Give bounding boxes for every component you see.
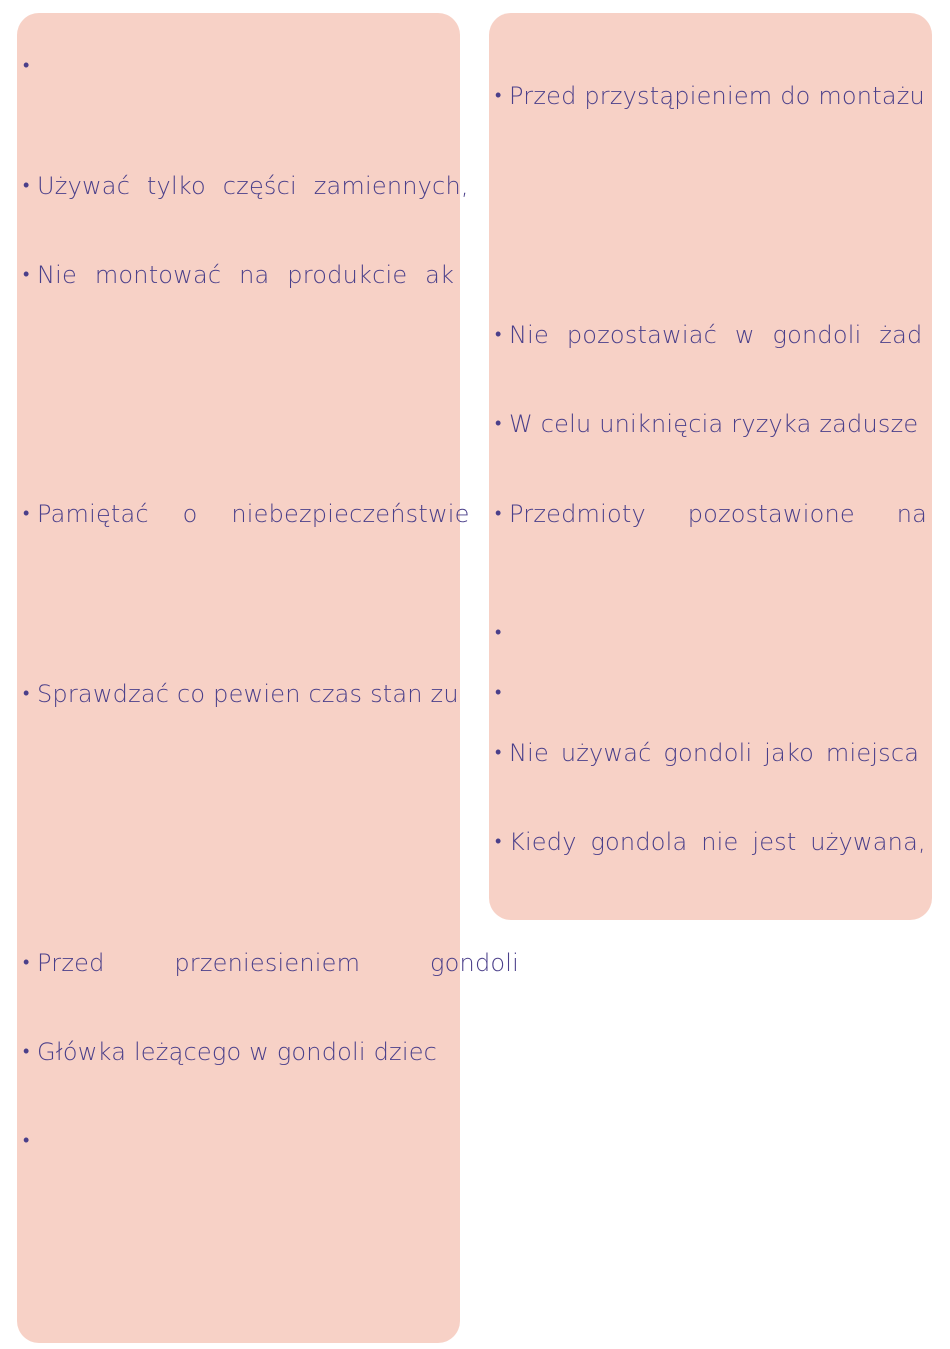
bullet: •	[23, 1130, 30, 1151]
list-item	[495, 496, 926, 532]
bullet: •	[23, 952, 30, 973]
list-item	[23, 1123, 454, 1159]
list-item	[23, 945, 519, 981]
bullet: •	[495, 682, 502, 703]
list-item	[23, 257, 454, 293]
list-item	[495, 735, 926, 771]
bullet: •	[495, 324, 502, 345]
item-text: Używać tylko części zamiennych,	[37, 172, 469, 200]
list-item	[495, 615, 926, 651]
bullet: •	[495, 831, 502, 852]
bullet: •	[23, 55, 30, 76]
item-text: Kiedy gondola nie jest używana,	[509, 828, 926, 856]
bullet: •	[23, 175, 30, 196]
list-item	[23, 496, 470, 532]
item-text: Przed przystąpieniem do montażu	[509, 82, 925, 110]
item-text: Przed przeniesieniem gondoli	[37, 949, 519, 977]
bullet: •	[23, 264, 30, 285]
bullet: •	[495, 742, 502, 763]
item-text: Sprawdzać co pewien czas stan zu	[37, 680, 459, 708]
list-item	[495, 675, 926, 711]
right-instructions-panel	[489, 13, 932, 920]
bullet: •	[23, 1041, 30, 1062]
list-item	[495, 78, 926, 114]
list-item	[23, 168, 469, 204]
item-text: Pamiętać o niebezpieczeństwie	[37, 500, 470, 528]
bullet: •	[23, 503, 30, 524]
bullet: •	[495, 413, 502, 434]
item-text: Nie pozostawiać w gondoli żad	[509, 321, 923, 349]
bullet: •	[23, 683, 30, 704]
list-item	[23, 48, 454, 84]
left-instructions-panel	[17, 13, 519, 1343]
list-item	[495, 317, 926, 353]
list-item	[495, 824, 926, 860]
item-text: W celu uniknięcia ryzyka zadusze	[509, 410, 919, 438]
bullet: •	[495, 622, 502, 643]
item-text: Główka leżącego w gondoli dziec	[37, 1038, 438, 1066]
list-item	[23, 676, 459, 712]
list-item	[495, 406, 926, 442]
item-text: Nie montować na produkcie ak	[37, 261, 455, 289]
item-text: Przedmioty pozostawione na	[509, 500, 928, 528]
item-text: Nie używać gondoli jako miejsca	[509, 739, 920, 767]
bullet: •	[495, 85, 502, 106]
list-item	[23, 1034, 454, 1070]
bullet: •	[495, 503, 502, 524]
